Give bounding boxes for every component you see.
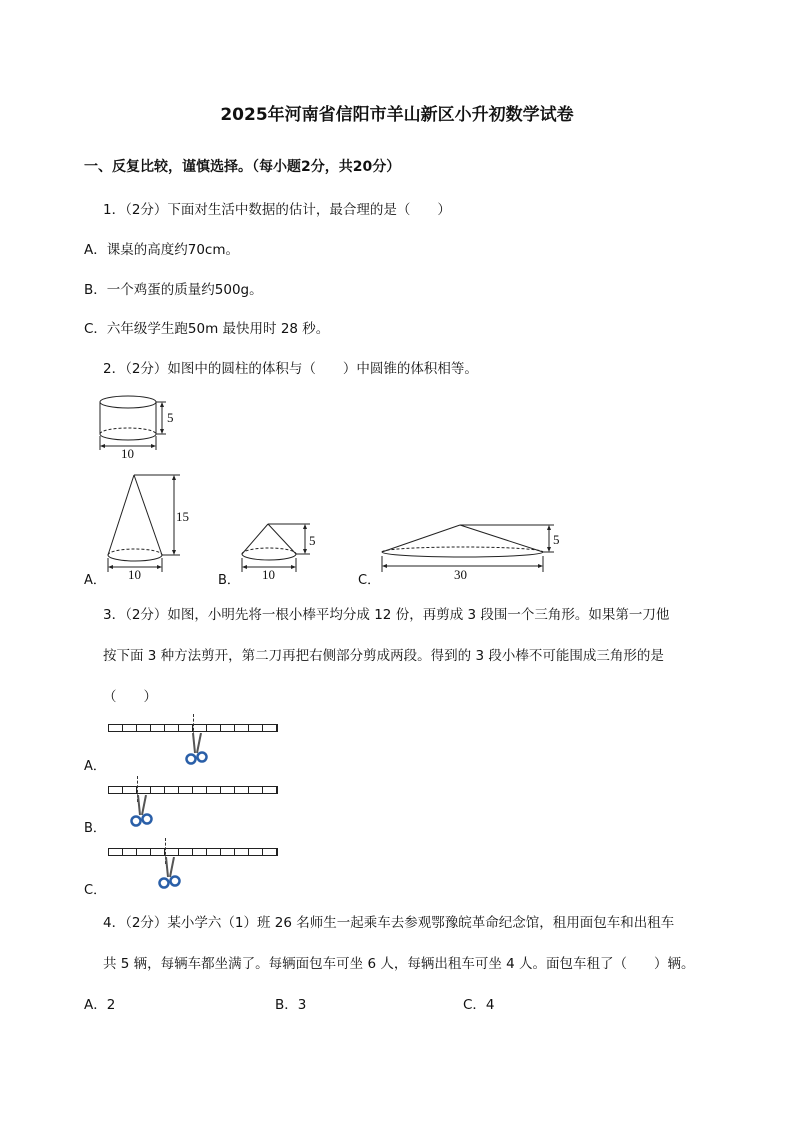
question-4-stem-line2: 共 5 辆，每辆车都坐满了。每辆面包车可坐 6 人，每辆出租车可坐 4 人。面包车租了（ ）辆。: [103, 956, 695, 972]
question-1-option-a: A．课桌的高度约70cm。: [84, 242, 239, 258]
question-3-stem-line1: 3．（2分）如图，小明先将一根小棒平均分成 12 份，再剪成 3 段围一个三角形。如果第一刀他: [103, 607, 670, 623]
question-3-stem-line2: 按下面 3 种方法剪开，第二刀再把右侧部分剪成两段。得到的 3 段小棒不可能围成三角形的是: [103, 648, 664, 664]
cylinder-height-label: 5: [167, 410, 174, 425]
question-4-stem-line1: 4．（2分）某小学六（1）班 26 名师生一起乘车去参观鄂豫皖革命纪念馆，租用面包车和出租车: [103, 915, 675, 931]
question-4-option-b: B．3: [275, 997, 307, 1013]
q2-option-a-label: A．: [84, 573, 106, 588]
scissors-icon: [183, 733, 209, 767]
q2-option-c-label: C．: [358, 573, 381, 588]
cone-c-figure: [378, 518, 578, 584]
cone-a-figure: [100, 470, 200, 585]
page-title: 2025年河南省信阳市羊山新区小升初数学试卷: [220, 105, 574, 125]
cone-c-diameter-label: 30: [454, 567, 467, 582]
cylinder-diameter-label: 10: [121, 446, 134, 460]
question-3-stem-line3: （ ）: [103, 689, 157, 705]
question-1-stem: 1．（2分）下面对生活中数据的估计，最合理的是（ ）: [103, 202, 451, 218]
q3-option-c-label: C．: [84, 883, 107, 898]
cone-b-figure: [236, 518, 336, 584]
cylinder-figure: [90, 388, 200, 460]
question-1-option-c: C．六年级学生跑50m 最快用时 28 秒。: [84, 321, 330, 337]
question-1-option-b: B．一个鸡蛋的质量约500g。: [84, 282, 263, 298]
cone-a-height-label: 15: [176, 509, 189, 524]
section-heading: 一、反复比较，谨慎选择。（每小题2分，共20分）: [84, 159, 401, 175]
scissors-icon: [128, 795, 154, 829]
stick-b: [108, 786, 278, 794]
cone-c-height-label: 5: [553, 532, 560, 547]
question-2-stem: 2．（2分）如图中的圆柱的体积与（ ）中圆锥的体积相等。: [103, 361, 478, 377]
cone-b-height-label: 5: [309, 533, 316, 548]
cone-b-diameter-label: 10: [262, 567, 275, 582]
q3-option-a-label: A．: [84, 759, 106, 774]
stick-c: [108, 848, 278, 856]
question-4-option-a: A．2: [84, 997, 116, 1013]
q2-option-b-label: B．: [218, 573, 240, 588]
scissors-icon: [156, 857, 182, 891]
cone-a-diameter-label: 10: [128, 567, 141, 582]
q3-option-b-label: B．: [84, 821, 106, 836]
question-4-option-c: C．4: [463, 997, 495, 1013]
